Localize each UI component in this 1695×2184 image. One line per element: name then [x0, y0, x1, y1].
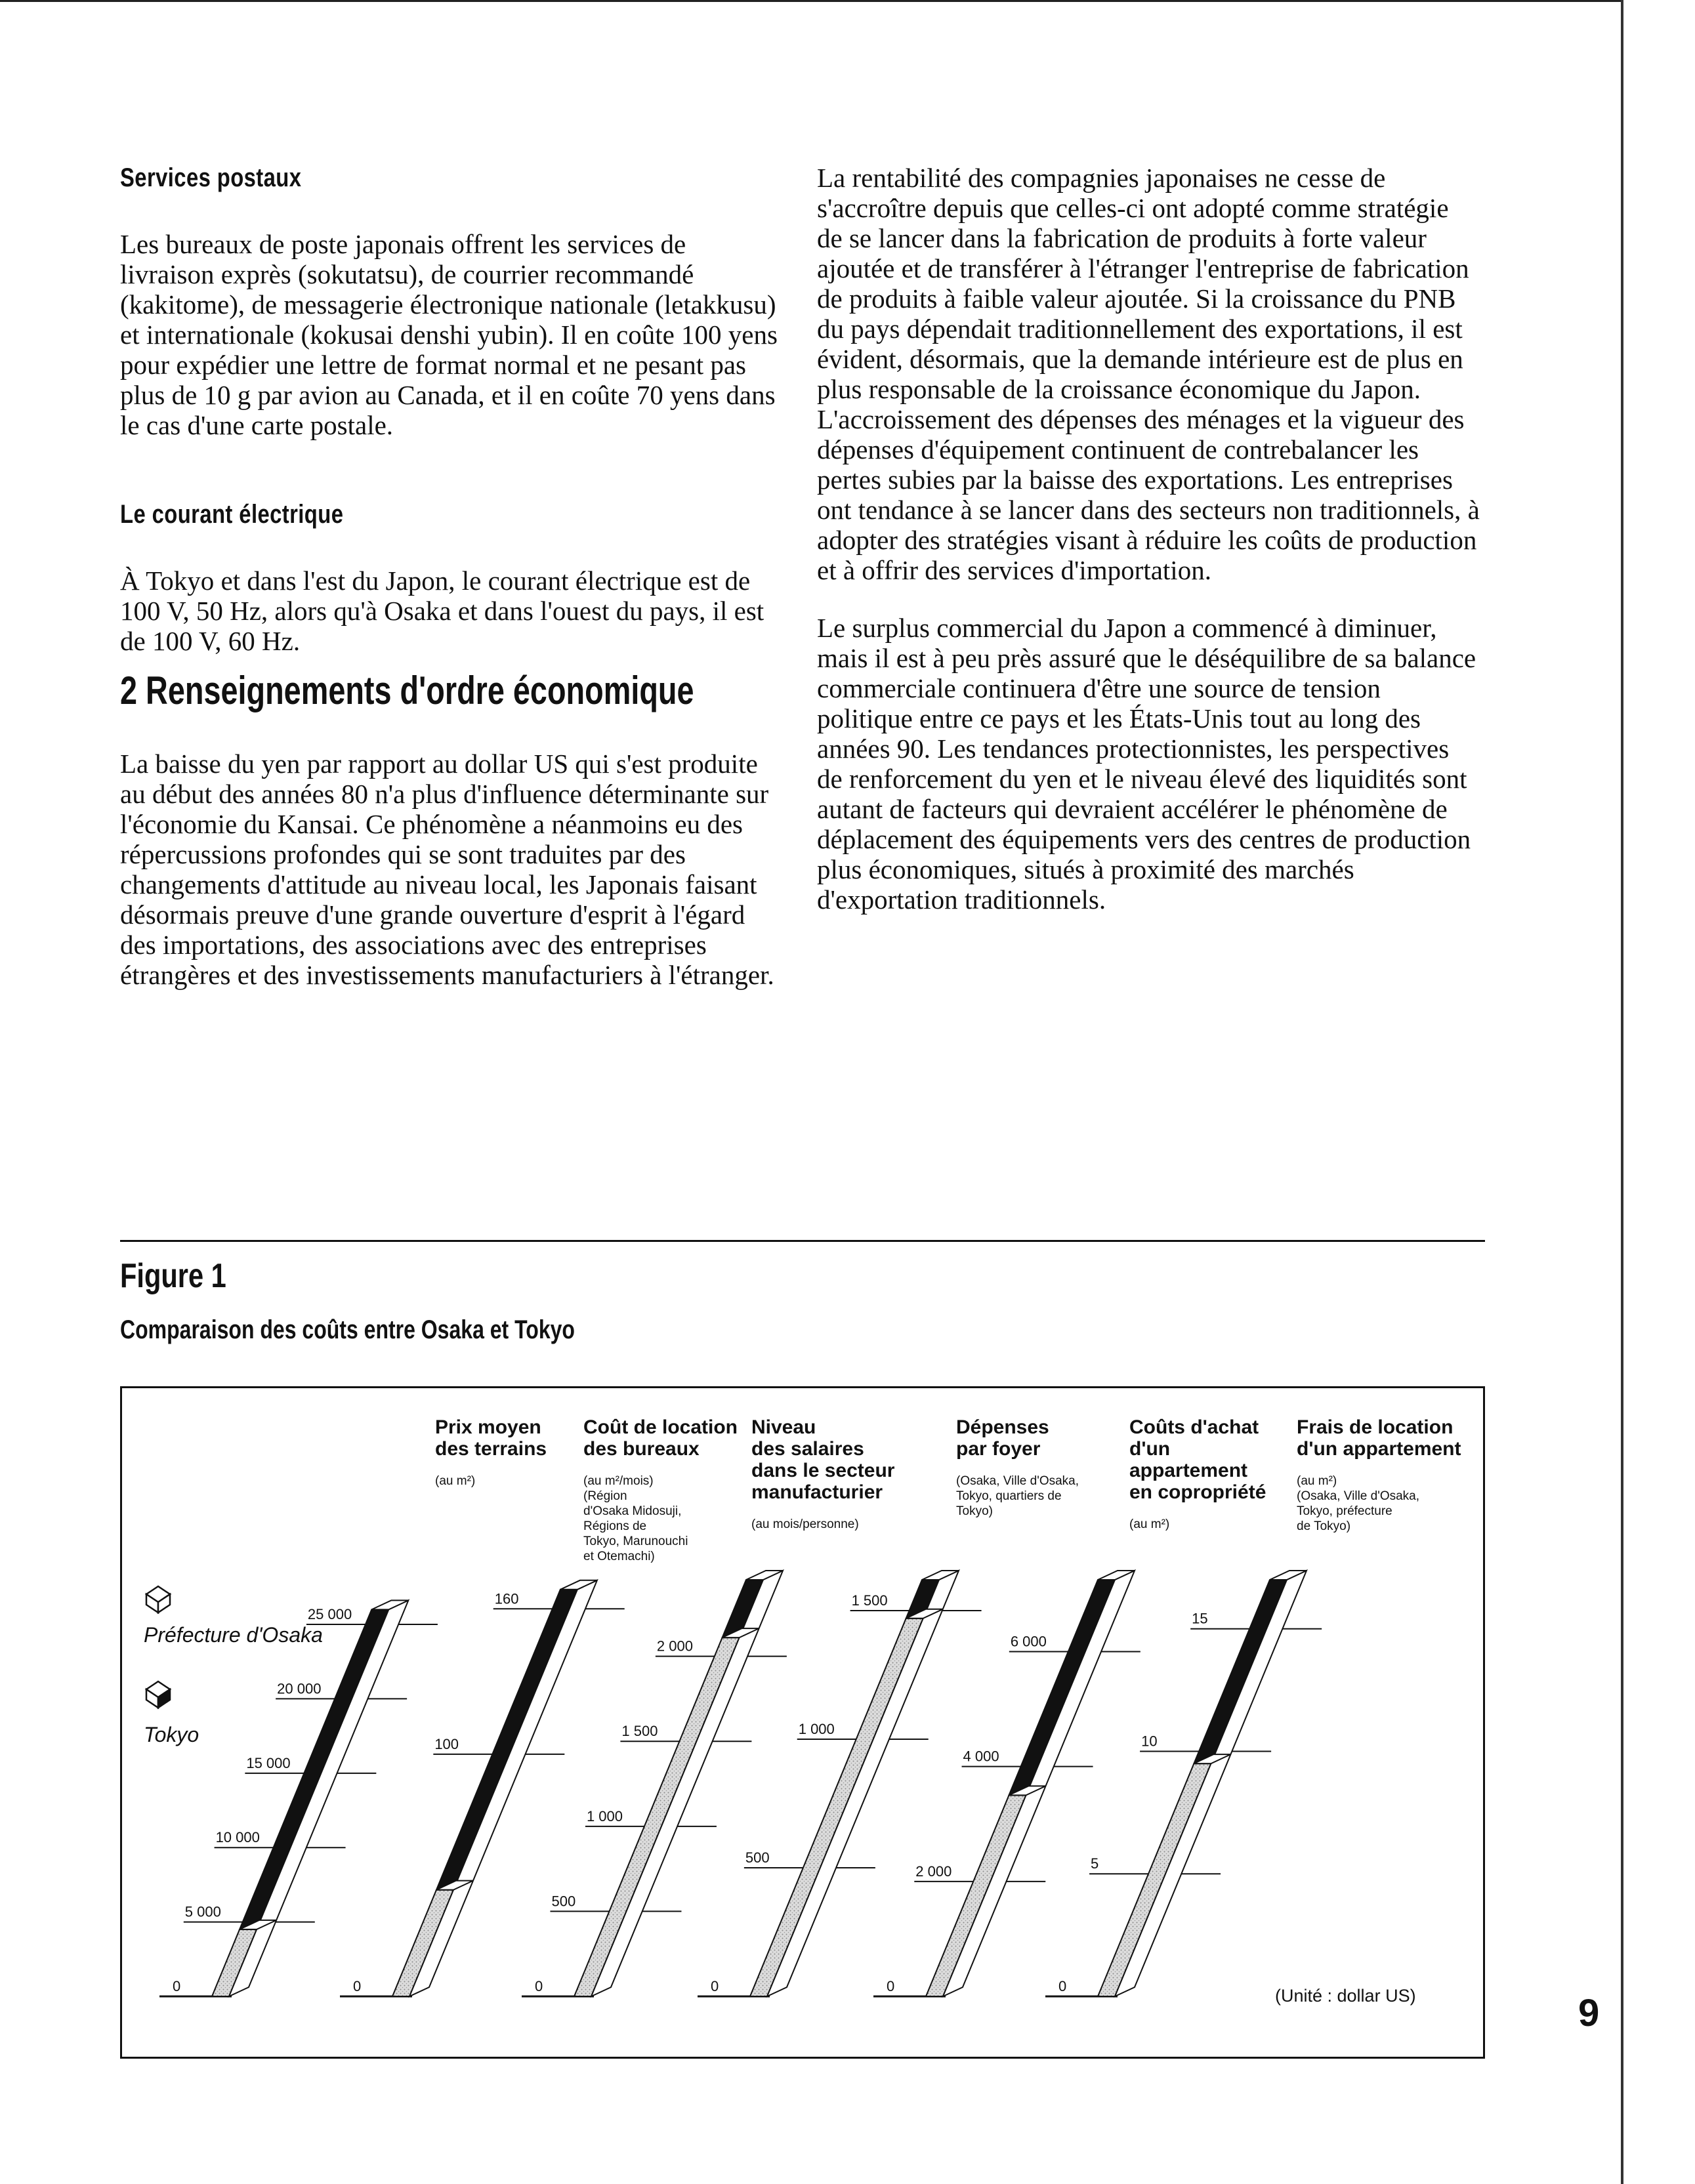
- figure-separator: [120, 1240, 1485, 1242]
- tick-label: 0: [353, 1978, 362, 1994]
- cost-comparison-figure: [120, 1386, 1485, 2059]
- electric-paragraph: À Tokyo et dans l'est du Japon, le courant électrique est de 100 V, 50 Hz, alors qu'à Osaka et dans l'ouest du pays, il est de 100 V, 60 Hz.: [120, 566, 764, 656]
- economic-paragraph-2: La rentabilité des compagnies japonaises ne cesse de s'accroître depuis que celles-ci ont adopté comme stratégie de se lancer dans la fabrication de produits à forte valeur ajoutée et de transférer à l'étranger l'entreprise de fabrication de produits à faible valeur ajoutée. Si la croissance du PNB du pays dépendait traditionnellement des exportations, il est évident, désormais, que la demande intérieure est de plus en plus responsable de la croissance économique du Japon. L'accroissement des dépenses des ménages et la vigueur des dépenses d'équipement continuent de contrebalancer les pertes subies par la baisse des exportations. Les entreprises ont tendance à se lancer dans des secteurs non traditionnels, à adopter des stratégies visant à réduire les coûts de production et à offrir des services d'importation.: [817, 163, 1480, 585]
- electric-heading: Le courant électrique: [120, 500, 344, 529]
- legend-osaka-label: Préfecture d'Osaka: [144, 1623, 323, 1647]
- panel-subtitle: (au m²): [435, 1474, 476, 1488]
- panel-title: d'un appartement: [1297, 1438, 1461, 1460]
- panel-subtitle: (Osaka, Ville d'Osaka,: [956, 1474, 1079, 1488]
- panel-title: Prix moyen: [435, 1416, 541, 1438]
- postal-heading: Services postaux: [120, 163, 302, 192]
- unit-note: (Unité : dollar US): [1275, 1986, 1416, 2006]
- panel-title: d'un: [1129, 1438, 1171, 1460]
- panel-title: des bureaux: [583, 1438, 700, 1460]
- left-column: [120, 163, 783, 990]
- panel-subtitle: (au m²): [1297, 1474, 1337, 1488]
- tick-label: 1 500: [621, 1723, 658, 1740]
- right-column: [817, 163, 1480, 915]
- figure-caption: Comparaison des coûts entre Osaka et Tokyo: [120, 1315, 575, 1344]
- tick-label: 2 000: [656, 1638, 693, 1655]
- tick-label: 4 000: [963, 1748, 999, 1765]
- tick-label: 1 000: [798, 1721, 835, 1738]
- figure-label: Figure 1: [120, 1257, 226, 1295]
- tick-label: 5: [1091, 1855, 1099, 1872]
- panel-subtitle: Tokyo): [956, 1504, 993, 1518]
- panel-title: Niveau: [751, 1416, 816, 1438]
- panel-subtitle: (Région: [583, 1489, 627, 1503]
- panel-subtitle: Régions de: [583, 1519, 647, 1533]
- panel-title: Frais de location: [1297, 1416, 1454, 1438]
- tick-label: 160: [494, 1590, 519, 1607]
- tick-label: 25 000: [307, 1606, 352, 1623]
- tick-label: 2 000: [915, 1863, 952, 1880]
- panel-title: des terrains: [435, 1438, 547, 1460]
- panel-subtitle: Tokyo, préfecture: [1297, 1504, 1392, 1518]
- panel-title: des salaires: [751, 1438, 864, 1460]
- tick-label: 15: [1192, 1610, 1208, 1627]
- page-top-edge: [0, 0, 1621, 2]
- cost-comparison-chart: [120, 1386, 1485, 2059]
- panel-title: Coût de location: [583, 1416, 738, 1438]
- tick-label: 100: [434, 1735, 459, 1752]
- tick-label: 0: [1058, 1978, 1067, 1994]
- economic-section-title: 2 Renseignements d'ordre économique: [120, 669, 694, 712]
- panel-subtitle: de Tokyo): [1297, 1519, 1351, 1533]
- page-number: 9: [1578, 1992, 1600, 2034]
- page-right-edge: [1621, 0, 1623, 2184]
- panel-subtitle: Tokyo, quartiers de: [956, 1489, 1062, 1503]
- tick-label: 500: [745, 1849, 770, 1866]
- panel-subtitle: Tokyo, Marunouchi: [583, 1535, 688, 1548]
- panel-subtitle: (au m²/mois): [583, 1474, 654, 1488]
- tick-label: 0: [887, 1978, 895, 1994]
- tick-label: 6 000: [1010, 1633, 1047, 1650]
- tick-label: 0: [535, 1978, 543, 1994]
- tick-label: 500: [551, 1893, 576, 1910]
- tick-label: 10: [1141, 1733, 1158, 1750]
- tick-label: 5 000: [184, 1903, 221, 1920]
- panel-subtitle: (au m²): [1129, 1517, 1170, 1531]
- tick-label: 1 000: [586, 1807, 623, 1824]
- panel-title: Coûts d'achat: [1129, 1416, 1259, 1438]
- economic-paragraph-3: Le surplus commercial du Japon a commencé à diminuer, mais il est à peu près assuré que le déséquilibre de sa balance commerciale continuera d'être une source de tension politique entre ce pays et les États-Unis tout au long des années 90. Les tendances protectionnistes, les perspectives de renforcement du yen et le niveau élevé des liquidités sont autant de facteurs qui devraient accélérer le phénomène de déplacement des équipements vers des centres de production plus économiques, situés à proximité des marchés d'exportation traditionnels.: [817, 613, 1476, 915]
- tick-label: 10 000: [215, 1829, 260, 1846]
- panel-title: en copropriété: [1129, 1481, 1266, 1503]
- tick-label: 20 000: [277, 1680, 322, 1697]
- panel-title: par foyer: [956, 1438, 1041, 1460]
- panel-subtitle: et Otemachi): [583, 1550, 655, 1563]
- panel-title: Dépenses: [956, 1416, 1049, 1438]
- tick-label: 15 000: [246, 1754, 291, 1771]
- tick-label: 0: [711, 1978, 719, 1994]
- panel-subtitle: (au mois/personne): [751, 1517, 859, 1531]
- panel-subtitle: (Osaka, Ville d'Osaka,: [1297, 1489, 1420, 1503]
- economic-paragraph-1: La baisse du yen par rapport au dollar US qui s'est produite au début des années 80 n'a plus d'influence déterminante sur l'économie du Kansai. Ce phénomène a néanmoins eu des répercussions profondes qui se sont traduites par des changements d'attitude au niveau local, les Japonais faisant désormais preuve d'une grande ouverture d'esprit à l'égard des importations, des associations avec des entreprises étrangères et des investissements manufacturiers à l'étranger.: [120, 749, 774, 990]
- legend-tokyo-label: Tokyo: [144, 1723, 199, 1746]
- tick-label: 1 500: [851, 1592, 888, 1609]
- panel-title: manufacturier: [751, 1481, 883, 1503]
- panel-title: dans le secteur: [751, 1460, 895, 1481]
- tick-label: 0: [173, 1978, 181, 1994]
- panel-title: appartement: [1129, 1460, 1248, 1481]
- postal-paragraph: Les bureaux de poste japonais offrent les services de livraison exprès (sokutatsu), de courrier recommandé (kakitome), de messagerie électronique nationale (letakkusu) et internationale (kokusai denshi yubin). Il en coûte 100 yens pour expédier une lettre de format normal et ne pesant pas plus de 10 g par avion au Canada, et il en coûte 70 yens dans le cas d'une carte postale.: [120, 229, 778, 440]
- panel-subtitle: d'Osaka Midosuji,: [583, 1504, 682, 1518]
